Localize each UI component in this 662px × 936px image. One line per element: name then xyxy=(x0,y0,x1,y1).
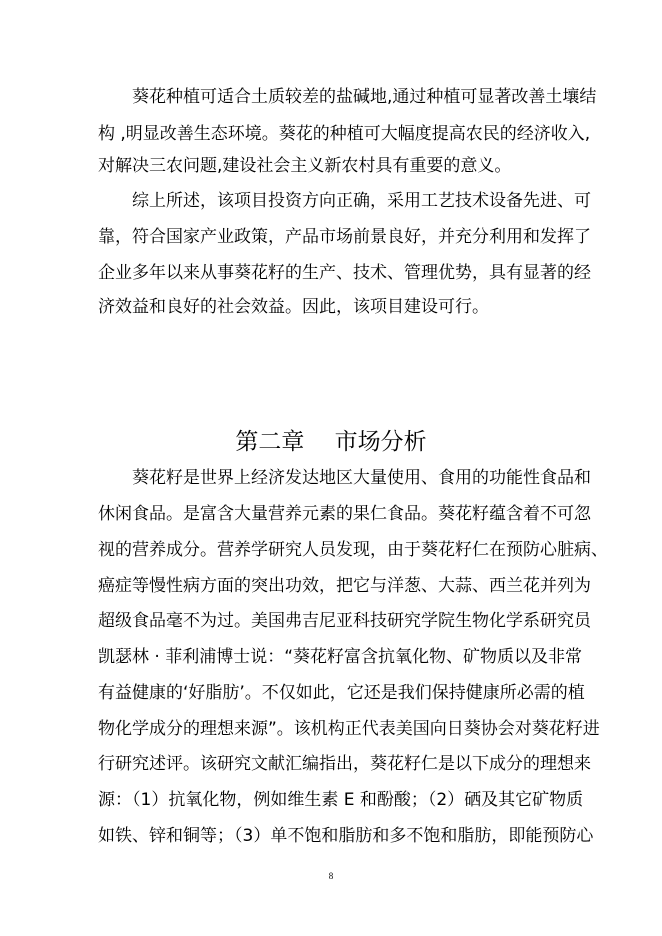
chapter-paragraph-line-2: 休闲食品。是富含大量营养元素的果仁食品。葵花籽蕴含着不可忽 xyxy=(98,504,591,524)
chapter-paragraph-line-10: 源：（1）抗氧化物，例如维生素 E 和酚酸；（2）硒及其它矿物质 xyxy=(98,790,584,810)
chapter-paragraph-line-8: 物化学成分的理想来源”。该机构正代表美国向日葵协会对葵花籽进 xyxy=(98,719,600,739)
chapter-paragraph-line-1: 葵花籽是世界上经济发达地区大量使用、食用的功能性食品和 xyxy=(98,468,591,488)
paragraph-2-line-3: 企业多年以来从事葵花籽的生产、技术、管理优势，具有显著的经 xyxy=(98,263,591,283)
paragraph-2-line-2: 靠，符合国家产业政策，产品市场前景良好，并充分利用和发挥了 xyxy=(98,227,591,247)
chapter-paragraph-line-11: 如铁、锌和铜等；（3）单不饱和脂肪和多不饱和脂肪，即能预防心 xyxy=(98,826,594,846)
paragraph-2-line-4: 济效益和良好的社会效益。因此，该项目建设可行。 xyxy=(98,297,489,317)
chapter-paragraph-line-3: 视的营养成分。营养学研究人员发现，由于葵花籽仁在预防心脏病、 xyxy=(98,540,608,560)
chapter-paragraph-line-9: 行研究述评。该研究文献汇编指出，葵花籽仁是以下成分的理想来 xyxy=(98,754,591,774)
chapter-title: 第二章 市场分析 xyxy=(235,429,427,455)
chapter-paragraph-line-5: 超级食品毫不为过。美国弗吉尼亚科技研究学院生物化学系研究员 xyxy=(98,611,591,631)
chapter-paragraph-line-6: 凯瑟林 · 菲利浦博士说：“葵花籽富含抗氧化物、矿物质以及非常 xyxy=(98,647,583,667)
page-number: 8 xyxy=(328,871,334,881)
paragraph-1-line-2: 构 ,明显改善生态环境。葵花的种植可大幅度提高农民的经济收入, xyxy=(98,124,591,144)
paragraph-1-line-3: 对解决三农问题,建设社会主义新农村具有重要的意义。 xyxy=(98,156,512,176)
chapter-paragraph-line-4: 癌症等慢性病方面的突出功效，把它与洋葱、大蒜、西兰花并列为 xyxy=(98,576,591,596)
chapter-paragraph-line-7: 有益健康的‘好脂肪’。不仅如此，它还是我们保持健康所必需的植 xyxy=(98,683,585,703)
paragraph-2-line-1: 综上所述，该项目投资方向正确，采用工艺技术设备先进、可 xyxy=(98,191,591,211)
paragraph-1-line-1: 葵花种植可适合土质较差的盐碱地,通过种植可显著改善土壤结 xyxy=(98,87,597,107)
